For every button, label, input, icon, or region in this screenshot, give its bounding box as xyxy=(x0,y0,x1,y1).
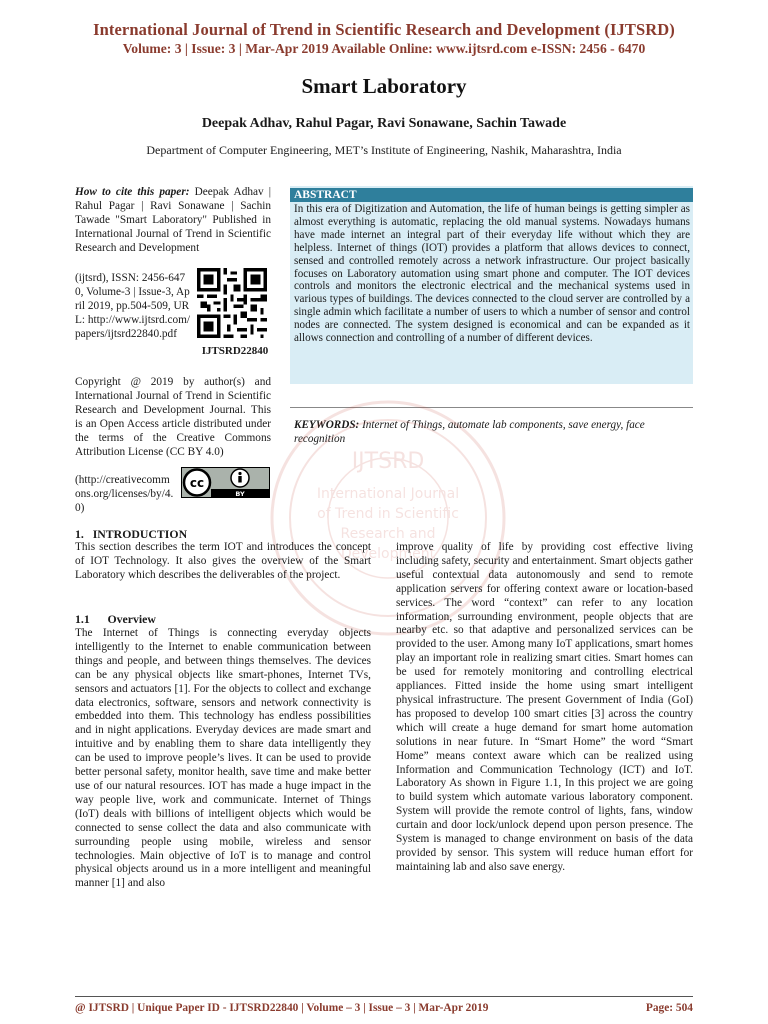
svg-text:cc: cc xyxy=(189,476,205,490)
citation-block xyxy=(75,186,271,256)
cc-badge-label: BY xyxy=(235,490,245,498)
watermark-line1: International Journal xyxy=(316,486,460,502)
copyright-text: Copyright @ 2019 by author(s) and International Journal of Trend in Scientific Research and Development Journal. This is an Open Access article distributed under the terms of the Creative Commons Attribution License (CC BY 4.0) xyxy=(75,376,271,458)
abstract-heading: ABSTRACT xyxy=(290,188,693,202)
citation-label: How to cite this paper: xyxy=(75,186,190,198)
page-number: Page: 504 xyxy=(645,1002,693,1014)
right-column-text: improve quality of life by providing cost effective living including safety, security and entertainment. Smart objects gather useful contextual data autonomously and send to remote application servers for offering context aware or location-based services. The word “context” can refer to any location information, surrounding environment, people objects that are nearby etc. so that adaptive and personalized services can be provided to the user. Among many IoT applications, smart homes play an important role in realizing smart cities. Smart homes can be used for remotely monitoring and controlling electrical appliances. Fitted inside the home using smart intelligent physical infrastructure. The present Government of India (GoI) has proposed to develop 100 smart cities [3] across the country which will create a huge demand for smart home automation solutions in near future. In “Smart Home” the word “Smart Home” means context aware which can be realized using Information and Communication Technology (ICT) and IoT. Laboratory As shown in Figure 1.1, In this project we are going to build system which automate various laboratory component. System will provide the remote control of lights, fans, window curtain and door lock/unlock depend upon person presence. The System is managed to change environment on basis of the data provided by sensor. This system will reduce human effort for maintaining lab and also save energy. xyxy=(396,541,693,873)
keywords-label: KEYWORDS: xyxy=(294,419,360,431)
paper-title: Smart Laboratory xyxy=(301,74,467,98)
qr-code-icon xyxy=(197,268,267,338)
paper-id: IJTSRD22840 xyxy=(201,345,269,357)
abstract-text: In this era of Digitization and Automation, the life of human beings is getting simpler as almost everything is automatic, replacing the old manual systems. Nowadays humans have made internet an integral part of their everyday life without which they are helpless. Internet of things (IOT) provides a platform that allows devices to connect, sensed and controlled remotely across a network infrastructure. Our project basically focuses on Laboratory automation using smart phone and computer. The IOT devices controls and monitors the electronic electrical and the mechanical systems used in various types of buildings. The devices connected to the cloud server are controlled by a single admin which facilitate a number of users to which a number of sensor and control nodes are connected. The system designed is economical and can be expanded as it allows connection and controlling of a number of different devices. xyxy=(294,203,690,345)
cc-by-license-icon xyxy=(181,467,270,498)
issue-line: Volume: 3 | Issue: 3 | Mar-Apr 2019 Available Online: www.ijtsrd.com e-ISSN: 2456 - 6470 xyxy=(122,41,646,56)
paper-authors: Deepak Adhav, Rahul Pagar, Ravi Sonawane, Sachin Tawade xyxy=(201,116,567,131)
journal-name: International Journal of Trend in Scientific Research and Development (IJTSRD) xyxy=(93,20,675,39)
keywords-text: Internet of Things, automate lab components, save energy, face recognition xyxy=(294,419,645,445)
paper-affiliation: Department of Computer Engineering, MET’s Institute of Engineering, Nashik, Maharashtra, India xyxy=(146,143,622,157)
section-heading-introduction: 1. INTRODUCTION xyxy=(75,527,188,541)
introduction-text: This section describes the term IOT and introduces the concept of IOT Technology. It also gives the overview of the Smart Laboratory which describes the deliverables of the project. xyxy=(75,541,371,581)
footer-divider xyxy=(75,996,693,997)
watermark-line2: of Trend in Scientific xyxy=(317,506,459,522)
watermark-line3: Research and xyxy=(340,526,436,542)
citation-details: (ijtsrd), ISSN: 2456-6470, Volume-3 | Issue-3, April 2019, pp.504-509, URL: http://www.ijtsrd.com/papers/ijtsrd22840.pdf xyxy=(75,272,191,340)
watermark-line4: Development xyxy=(340,546,436,562)
overview-text: The Internet of Things is connecting everyday objects intelligently to the Internet to enable communication between things and people, and between things themselves. The devices can be any physical objects like smart-phones, Internet TVs, sensors and actuators [1]. For the objects to collect and exchange data electronics, software, sensors and network connectivity is embedded into them. This technology has endless possibilities and in night applications. Everyday devices are made smart and intuitive and by enabling them to share data intelligently they can be used to improve people’s lives. It can be used to provide better personal safety, monitor health, save time and make better use of our natural resources. IOT has made a huge impact in the way people live, work and communicate. Internet of Things (IoT) deals with billions of intelligent objects which would be connected to sense collect the data and also communicate with surrounding people using mobile, wireless and sensor technologies. Main objective of IoT is to manage and control physical objects around us in a more intelligent and meaningful manner [1] and also xyxy=(75,627,371,890)
license-url[interactable]: (http://creativecommons.org/licenses/by/4.0) xyxy=(75,474,174,514)
watermark-center: IJTSRD xyxy=(351,449,425,474)
citation-text: Deepak Adhav | Rahul Pagar | Ravi Sonawane | Sachin Tawade "Smart Laboratory" Published in International Journal of Trend in Scientific Research and Development xyxy=(75,186,272,254)
footer-info: @ IJTSRD | Unique Paper ID - IJTSRD22840 | Volume – 3 | Issue – 3 | Mar-Apr 2019 xyxy=(75,1002,489,1014)
section-heading-overview: 1.1 Overview xyxy=(75,612,156,626)
